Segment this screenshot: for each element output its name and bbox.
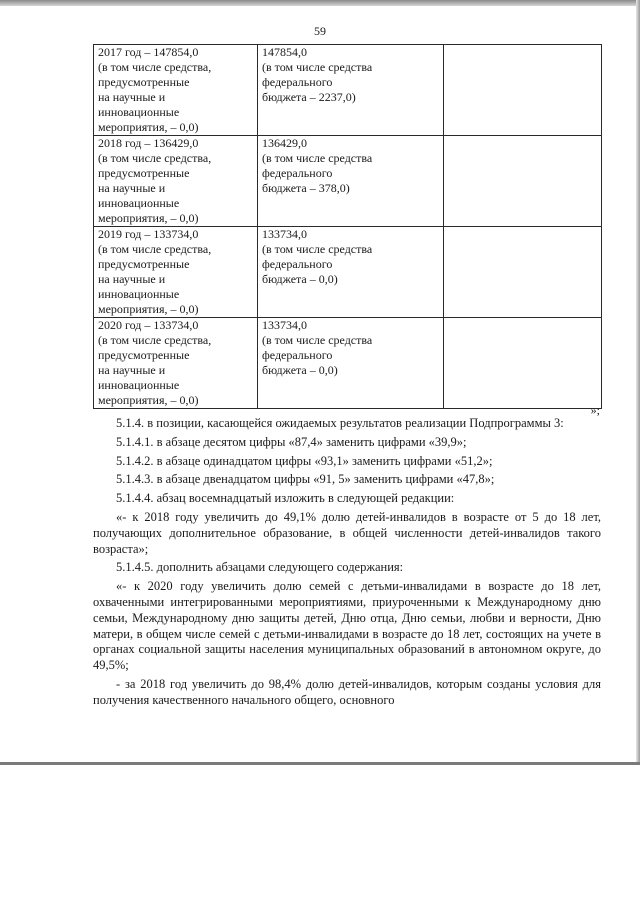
cell-text-line: мероприятия, – 0,0) [98, 211, 199, 225]
cell-text-line: на научные и [98, 363, 166, 377]
table-cell-2 [258, 136, 444, 227]
amendment-text [93, 416, 601, 709]
paragraph-5-1-4: 5.1.4. в позиции, касающейся ожидаемых результатов реализации Подпрограммы 3: [116, 416, 564, 430]
table-row [94, 318, 602, 409]
funding-table [93, 44, 602, 409]
table-cell-3 [444, 136, 602, 227]
table-cell-2 [258, 45, 444, 136]
cell-text-line: федерального [262, 257, 333, 271]
cell-text-line: мероприятия, – 0,0) [98, 120, 199, 134]
cell-text-line: 136429,0 [262, 136, 307, 150]
cell-text-line: бюджета – 2237,0) [262, 90, 356, 104]
table-cell-3 [444, 318, 602, 409]
cell-text-line: (в том числе средства, [98, 333, 212, 347]
cell-text-line: на научные и [98, 90, 166, 104]
cell-text-line: мероприятия, – 0,0) [98, 393, 199, 407]
cell-text-line: (в том числе средства [262, 333, 373, 347]
scan-top-edge [0, 0, 640, 6]
table-row [94, 136, 602, 227]
table-closing-quote: »; [590, 403, 600, 417]
cell-text-line: мероприятия, – 0,0) [98, 302, 199, 316]
quoted-paragraph-2020: «- к 2020 году увеличить долю семей с детьми-инвалидами в возрасте до 18 лет, охваченными интегрированными мероприятиями, приуроченными к Международному дню семьи, Международному дню защиты детей, Дню отца, Дню семьи, любви и верности, Дню матери, в общем числе семей с детьми-инвалидами в возрасте до 18 лет, состоящих на учете в органах социальной защиты населения муниципальных образований в автономном округе, до 49,5%; [93, 579, 601, 673]
cell-text-line: 147854,0 [262, 45, 307, 59]
cell-text-line: бюджета – 0,0) [262, 272, 338, 286]
quoted-paragraph-2018: «- к 2018 году увеличить до 49,1% долю детей-инвалидов в возрасте от 5 до 18 лет, получающих дополнительное образование, в общей численности детей-инвалидов такого возраста»; [93, 509, 601, 556]
cell-text-line: на научные и [98, 272, 166, 286]
cell-text-line: инновационные [98, 378, 180, 392]
paragraph-5-1-4-2: 5.1.4.2. в абзаце одинадцатом цифры «93,1» заменить цифрами «51,2»; [116, 453, 493, 468]
table-cell-2 [258, 227, 444, 318]
cell-text-line: 2017 год – 147854,0 [98, 45, 199, 59]
cell-text-line: инновационные [98, 287, 180, 301]
cell-text-line: (в том числе средства [262, 151, 373, 165]
cell-text-line: (в том числе средства, [98, 60, 212, 74]
cell-text-line: 133734,0 [262, 227, 307, 241]
paragraph-5-1-4-3: 5.1.4.3. в абзаце двенадцатом цифры «91, 5» заменить цифрами «47,8»; [116, 472, 495, 487]
table-cell-1 [94, 227, 258, 318]
table-cell-1 [94, 45, 258, 136]
paragraph-5-1-4-5: 5.1.4.5. дополнить абзацами следующего содержания: [116, 560, 404, 575]
cell-text-line: предусмотренные [98, 75, 190, 89]
cell-text-line: бюджета – 378,0) [262, 181, 350, 195]
table-cell-3 [444, 45, 602, 136]
paragraph-5-1-4-4: 5.1.4.4. абзац восемнадцатый изложить в следующей редакции: [116, 491, 455, 506]
page-number: 59 [314, 24, 326, 38]
scan-bottom-edge [0, 762, 640, 765]
cell-text-line: инновационные [98, 196, 180, 210]
scan-right-edge [636, 0, 640, 765]
table-row [94, 45, 602, 136]
table-row [94, 227, 602, 318]
cell-text-line: предусмотренные [98, 166, 190, 180]
cell-text-line: федерального [262, 75, 333, 89]
cell-text-line: (в том числе средства, [98, 151, 212, 165]
cell-text-line: 2020 год – 133734,0 [98, 318, 199, 332]
cell-text-line: бюджета – 0,0) [262, 363, 338, 377]
paragraph-2018-conditions: - за 2018 год увеличить до 98,4% долю детей-инвалидов, которым созданы условия для получения качественного начального общего, основного [93, 676, 601, 707]
table-cell-2 [258, 318, 444, 409]
table-cell-3 [444, 227, 602, 318]
cell-text-line: (в том числе средства, [98, 242, 212, 256]
cell-text-line: федерального [262, 348, 333, 362]
cell-text-line: 2018 год – 136429,0 [98, 136, 199, 150]
table-cell-1 [94, 136, 258, 227]
cell-text-line: 133734,0 [262, 318, 307, 332]
cell-text-line: федерального [262, 166, 333, 180]
cell-text-line: 2019 год – 133734,0 [98, 227, 199, 241]
cell-text-line: (в том числе средства [262, 60, 373, 74]
cell-text-line: предусмотренные [98, 257, 190, 271]
cell-text-line: (в том числе средства [262, 242, 373, 256]
cell-text-line: предусмотренные [98, 348, 190, 362]
cell-text-line: инновационные [98, 105, 180, 119]
cell-text-line: на научные и [98, 181, 166, 195]
table-cell-1 [94, 318, 258, 409]
paragraph-5-1-4-1: 5.1.4.1. в абзаце десятом цифры «87,4» заменить цифрами «39,9»; [116, 434, 467, 449]
